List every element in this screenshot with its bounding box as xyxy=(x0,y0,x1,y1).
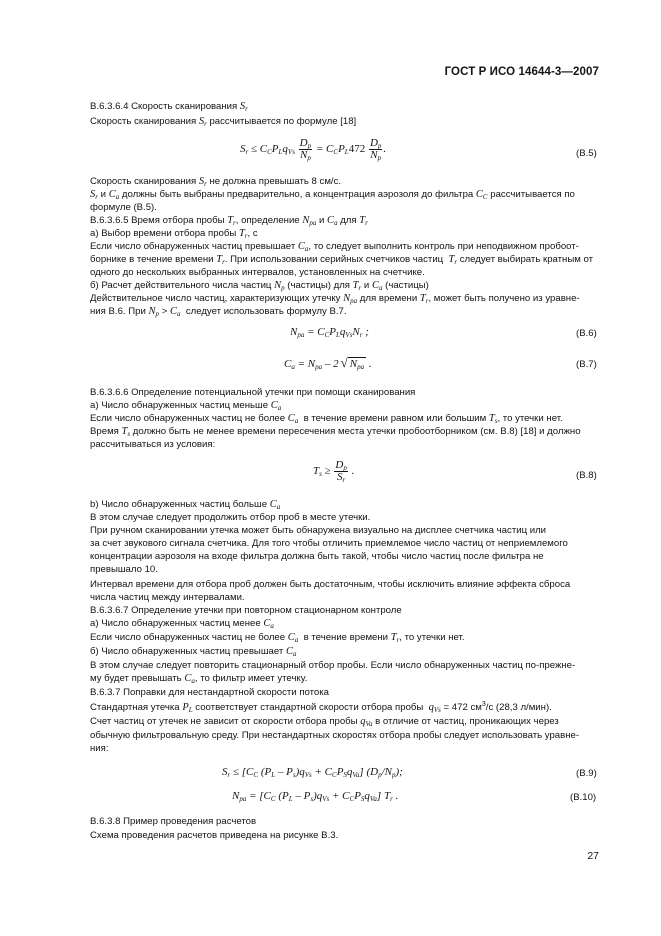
paragraph: $S_r$ и $C_a$ должны быть выбраны предварительно, а концентрация аэрозоля до фильтра $C_C$ рассчитывается по xyxy=(90,189,575,201)
formula-b6: $N_{pa} = C_CP_Lq_{Vs}N_r$ ; xyxy=(290,326,369,339)
paragraph: В этом случае следует повторить стационарный отбор пробы. Если число обнаруженных частиц по-прежне- xyxy=(90,660,576,671)
formula-b8: $T_s$ ≥ $\frac{D_p}{S_r}$ . xyxy=(313,459,355,484)
formula-b7: $C_a = N_{pa} - 2$ √ $N_{pa}$ . xyxy=(284,355,372,371)
formula-number-b5: (В.5) xyxy=(576,148,597,159)
paragraph-cont: му будет превышать $C_a$, то фильтр имеет утечку. xyxy=(90,673,308,685)
paragraph-cont: числа частиц между интервалами. xyxy=(90,592,245,603)
paragraph-cont: Время $T_s$ должно быть не менее времени пересечения места утечки пробоотборником (см. В.8) [18] и должно xyxy=(90,426,581,438)
list-item: а) Число обнаруженных частиц меньше $C_a$ xyxy=(90,400,282,412)
paragraph-cont: Счет частиц от утечек не зависит от скорости отбора пробы $q_{Va}$ в отличие от частиц, проникающих через xyxy=(90,716,559,728)
list-item: а) Выбор времени отбора пробы $T_r$, с xyxy=(90,228,258,240)
paragraph-cont: рассчитываться из условия: xyxy=(90,439,216,450)
paragraph: В этом случае следует продолжить отбор проб в месте утечки. xyxy=(90,512,371,523)
formula-number-b9: (В.9) xyxy=(576,768,597,779)
paragraph: Интервал времени для отбора проб должен быть достаточным, чтобы исключить влияние эффекта сброса xyxy=(90,579,571,590)
formula-b5: $S_r \le C_CP_Lq_{Vs}$ $\frac{D_p}{N_p}$ = $C_CP_L472$ $\frac{D_p}{N_p}$ . xyxy=(240,137,387,162)
section-heading-b6365: В.6.3.6.5 Время отбора пробы $T_r$, определение $N_{pa}$ и $C_a$ для $T_r$ xyxy=(90,215,368,227)
formula-number-b7: (В.7) xyxy=(576,359,597,370)
formula-b9: $S_r \le [C_C$ $(P_L - P_s)q_{Vs} + C_CP_Sq_{Va}$] $(D_p/N_p)$; xyxy=(222,766,403,779)
paragraph-cont: ния В.6. При $N_p > C_a$ следует использовать формулу В.7. xyxy=(90,306,347,318)
document-header: ГОСТ Р ИСО 14644-3—2007 xyxy=(444,66,599,78)
formula-number-b8: (В.8) xyxy=(576,470,597,481)
paragraph-cont: за счет звукового сигнала счетчика. Для того чтобы отличить приемлемое число частиц от неприемлемого xyxy=(90,538,568,549)
section-heading-b6367: В.6.3.6.7 Определение утечки при повторном стационарном контроле xyxy=(90,605,402,616)
paragraph: Схема проведения расчетов приведена на рисунке В.3. xyxy=(90,830,339,841)
paragraph: Действительное число частиц, характеризующих утечку $N_{pa}$ для времени $T_r$, может быть получено из уравне- xyxy=(90,293,580,305)
paragraph: Если число обнаруженных частиц превышает $C_a$, то следует выполнить контроль при неподвижном пробоот- xyxy=(90,241,579,253)
paragraph-cont: ния: xyxy=(90,743,109,754)
list-item: б) Число обнаруженных частиц превышает $C_a$ xyxy=(90,646,297,658)
paragraph: Скорость сканирования $S_r$ рассчитывается по формуле [18] xyxy=(90,116,357,128)
section-heading-b6364: В.6.3.6.4 Скорость сканирования $S_r$ xyxy=(90,101,248,113)
paragraph-cont: борнике в течение времени $T_r$. При использовании серийных счетчиков частиц $T_r$ следует выбирать кратным от xyxy=(90,254,594,266)
paragraph: При ручном сканировании утечка может быть обнаружена визуально на дисплее счетчика частиц или xyxy=(90,525,547,536)
list-item: b) Число обнаруженных частиц больше $C_a$ xyxy=(90,499,281,511)
list-item: а) Число обнаруженных частиц менее $C_a$ xyxy=(90,618,274,630)
paragraph: Стандартная утечка $P_L$ соответствует стандартной скорости отбора пробы $q_{Vs} = 472$ $см^3/с$ (28,3 л/мин). xyxy=(90,701,552,714)
paragraph-cont: превышало 10. xyxy=(90,564,158,575)
paragraph: Если число обнаруженных частиц не более $C_a$ в течение времени $T_r$, то утечки нет. xyxy=(90,632,465,644)
formula-number-b10: (В.10) xyxy=(570,792,597,803)
section-heading-b6366: В.6.3.6.6 Определение потенциальной утечки при помощи сканирования xyxy=(90,387,416,398)
formula-b10: $N_{pa} = [C_C$ $(P_L - P_s)q_{Vs} + C_CP_Sq_{Va}$] $T_r$ . xyxy=(232,790,399,803)
section-heading-b638: В.6.3.8 Пример проведения расчетов xyxy=(90,816,257,827)
paragraph-cont: обычную фильтровальную среду. При нестандартных скоростях отбора пробы следует использовать уравне- xyxy=(90,730,580,741)
paragraph-cont: одного до нескольких выбранных интервалов, установленных на счетчике. xyxy=(90,267,425,278)
paragraph: Скорость сканирования $S_r$ не должна превышать 8 см/с. xyxy=(90,176,342,188)
paragraph: Если число обнаруженных частиц не более $C_a$ в течение времени равном или большим $T_s$, то утечки нет. xyxy=(90,413,563,425)
paragraph-cont: формуле (В.5). xyxy=(90,202,157,213)
formula-number-b6: (В.6) xyxy=(576,328,597,339)
section-heading-b637: В.6.3.7 Поправки для нестандартной скорости потока xyxy=(90,687,330,698)
paragraph-cont: концентрации аэрозоля на входе фильтра должна быть такой, чтобы число частиц после фильтра не xyxy=(90,551,544,562)
list-item: б) Расчет действительного числа частиц $N_p$ (частицы) для $T_r$ и $C_a$ (частицы) xyxy=(90,280,429,292)
page-number: 27 xyxy=(587,850,599,862)
